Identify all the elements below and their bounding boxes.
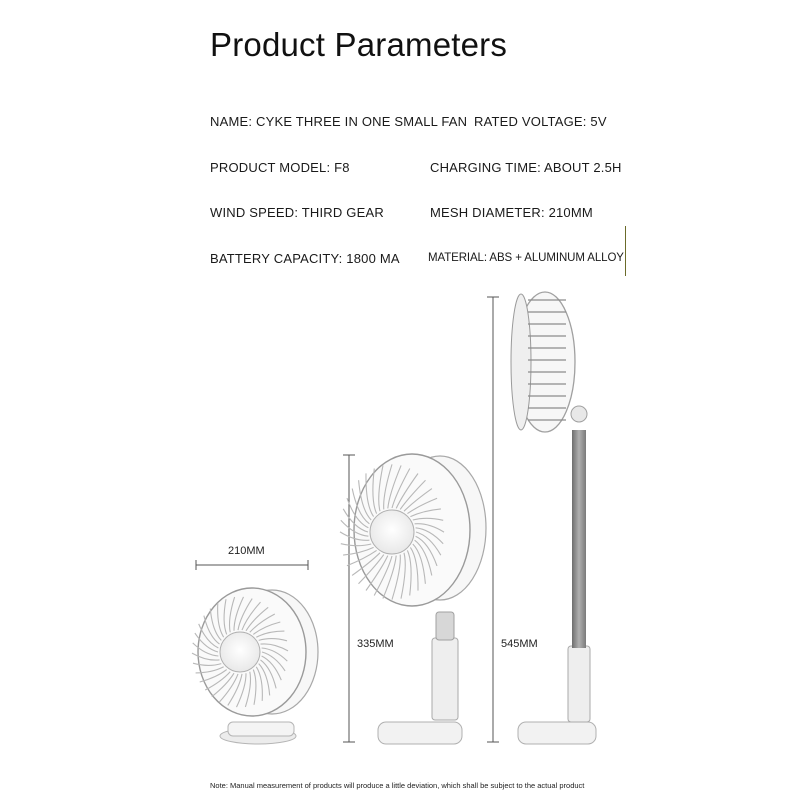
extended-fan-icon <box>511 292 596 744</box>
width-dimension-line <box>196 560 308 570</box>
width-label: 210MM <box>228 545 265 557</box>
param-product-model: PRODUCT MODEL: F8 <box>210 160 350 175</box>
mid-height-fan-icon <box>340 454 486 744</box>
desk-fan-icon <box>192 588 318 744</box>
measurement-note: Note: Manual measurement of products will produce a little deviation, which shall be subject to the actual product <box>210 781 585 790</box>
param-mesh-diameter: MESH DIAMETER: 210MM <box>430 205 593 220</box>
param-rated-voltage: RATED VOLTAGE: 5V <box>474 114 607 129</box>
page-title: Product Parameters <box>210 26 508 63</box>
mid-height-label: 335MM <box>357 638 394 650</box>
mid-height-dimension-line <box>343 455 355 742</box>
max-height-label: 545MM <box>501 638 538 650</box>
param-material: MATERIAL: ABS + ALUMINUM ALLOY <box>428 252 624 264</box>
param-battery-capacity: BATTERY CAPACITY: 1800 MA <box>210 251 400 266</box>
param-name: NAME: CYKE THREE IN ONE SMALL FAN <box>210 114 468 129</box>
param-charging-time: CHARGING TIME: ABOUT 2.5H <box>430 160 622 175</box>
param-wind-speed: WIND SPEED: THIRD GEAR <box>210 205 384 220</box>
max-height-dimension-line <box>487 297 499 742</box>
